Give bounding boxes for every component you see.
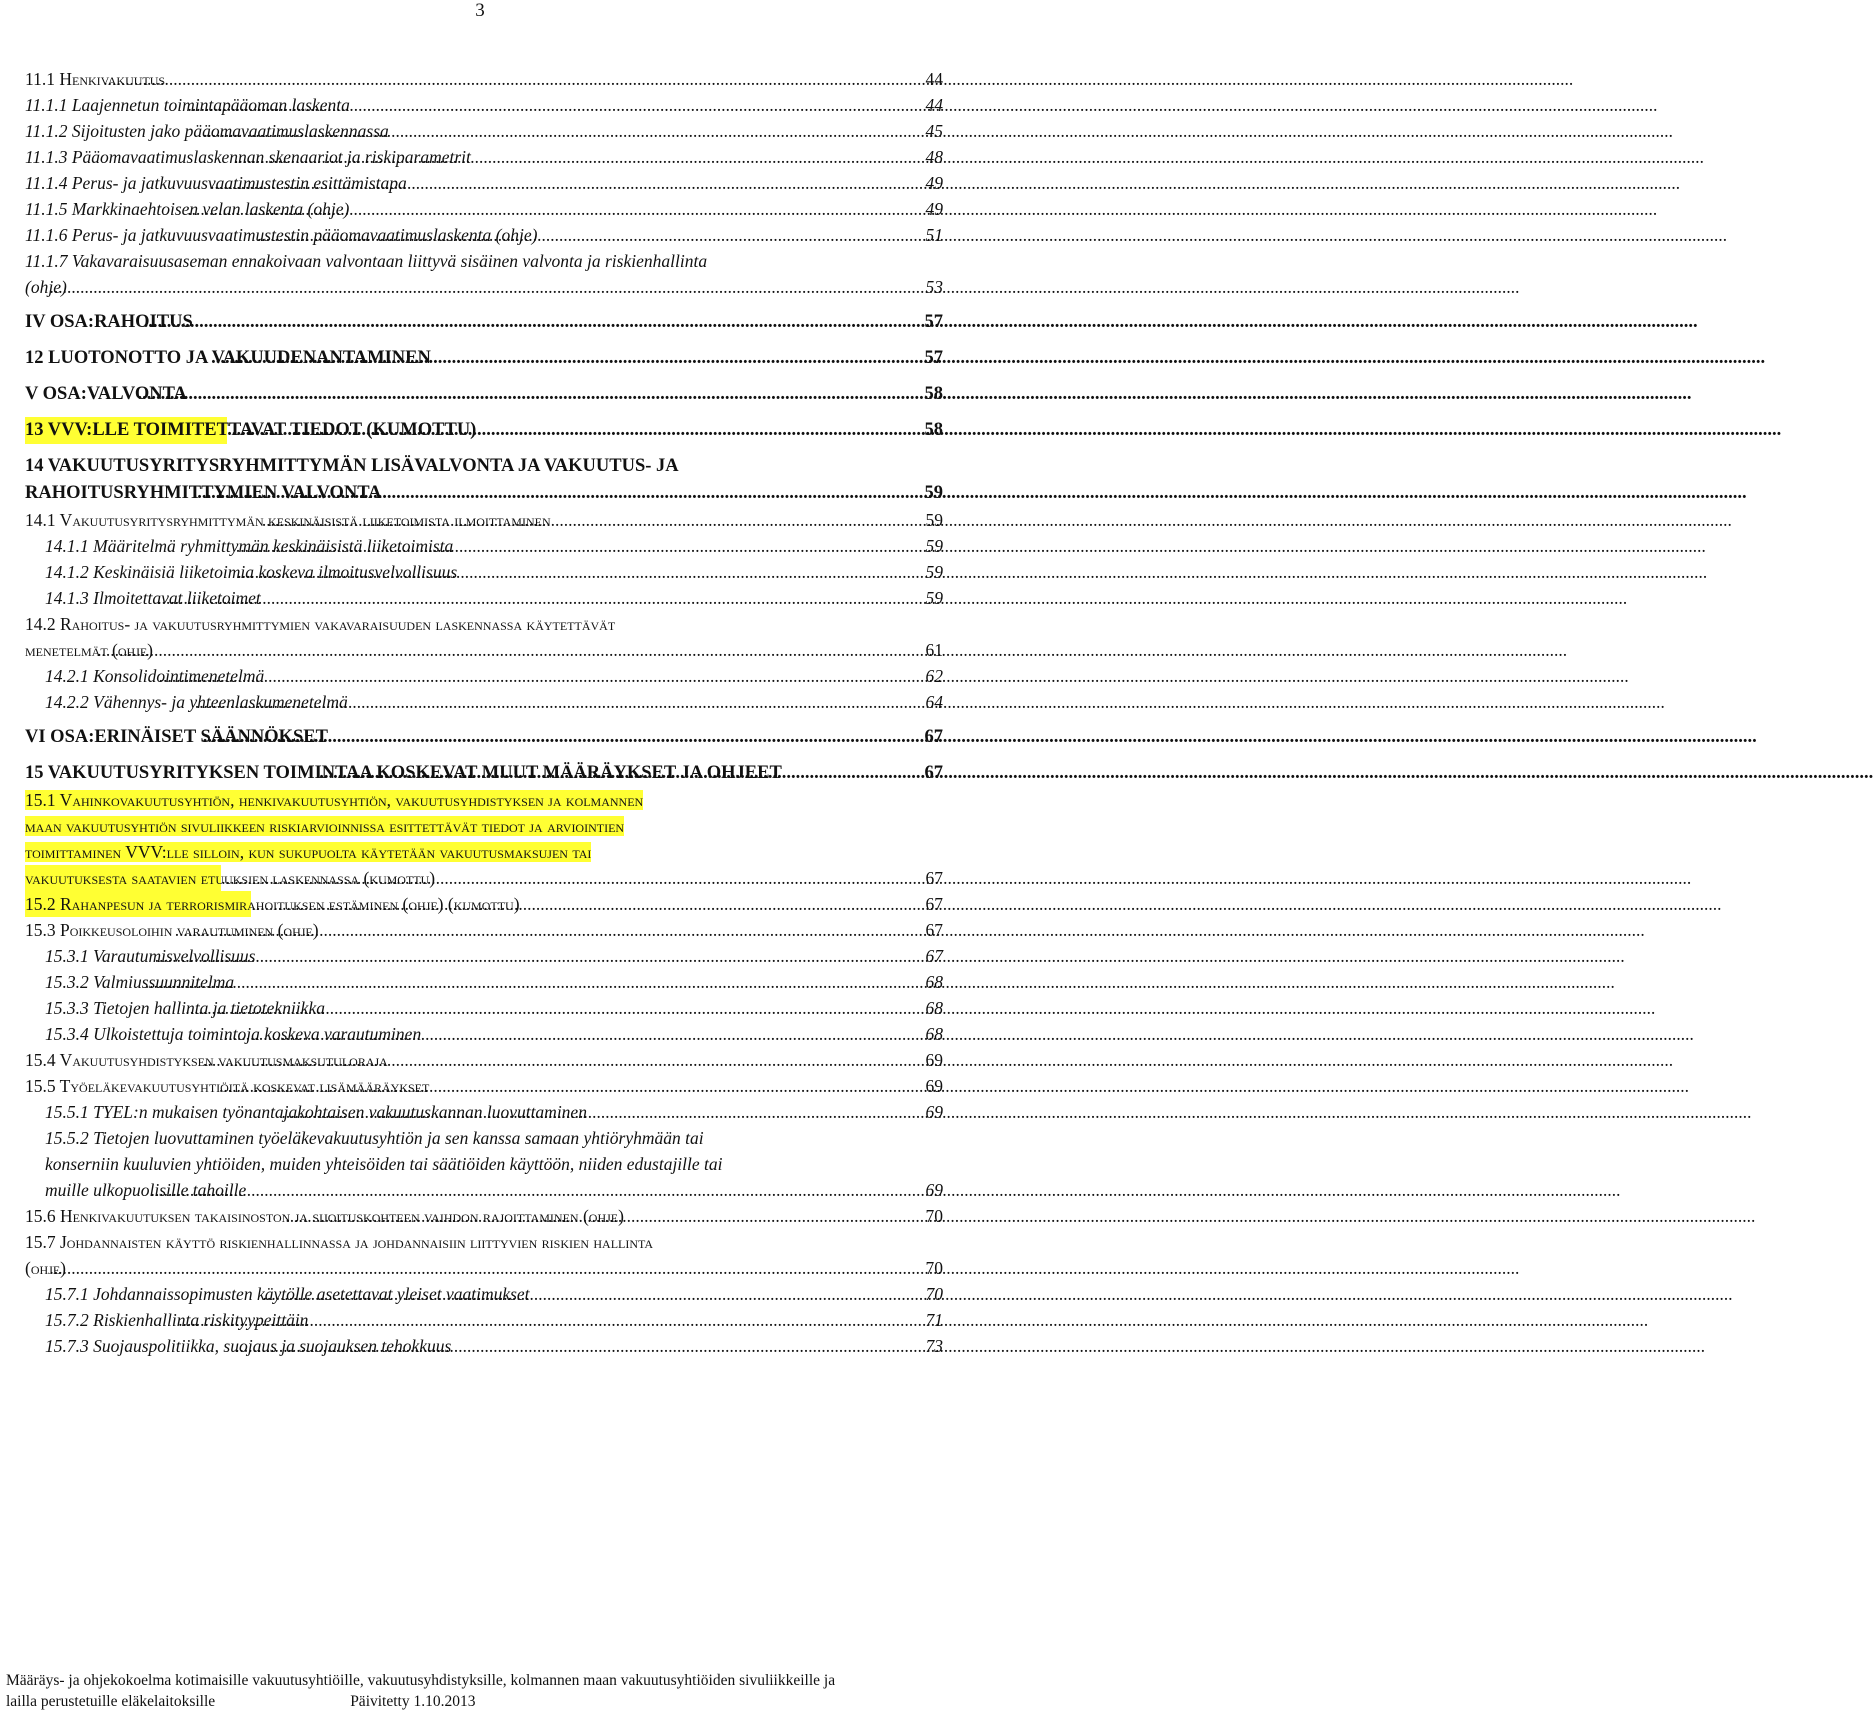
toc-entry-line bbox=[25, 1203, 943, 1229]
toc-entry-title: 14.2 Rahoitus- ja vakuutusryhmittymien vakavaraisuuden laskennassa käytettävät bbox=[25, 614, 616, 634]
toc-page-number: 44 bbox=[925, 95, 943, 115]
part-number: VI OSA: bbox=[25, 727, 95, 747]
dot-leader bbox=[159, 663, 924, 689]
toc-page-number: 49 bbox=[925, 173, 943, 193]
dot-leader bbox=[175, 917, 925, 943]
dot-leader bbox=[203, 1047, 924, 1073]
toc-entry[interactable] bbox=[25, 345, 943, 372]
toc-entry-title: 12 LUOTONOTTO JA VAKUUDENANTAMINEN bbox=[25, 348, 431, 368]
toc-entry-line bbox=[25, 480, 943, 507]
toc-entry[interactable] bbox=[25, 1073, 943, 1099]
toc-page-number: 70 bbox=[925, 1284, 943, 1304]
toc-entry[interactable] bbox=[25, 611, 943, 663]
toc-entry-title: 15.5.1 TYEL:n mukaisen työnantajakohtaisen vakuutuskannan luovuttaminen bbox=[45, 1102, 587, 1122]
toc-entry-title: konserniin kuuluvien yhtiöiden, muiden yhteisöiden tai säätiöiden käyttöön, niiden edustajille tai bbox=[45, 1154, 723, 1174]
toc-entry[interactable] bbox=[25, 1281, 943, 1307]
toc-page-number: 48 bbox=[925, 147, 943, 167]
toc-entry-line bbox=[25, 1073, 943, 1099]
toc-entry-line bbox=[45, 969, 943, 995]
toc-entry-line bbox=[25, 637, 943, 663]
dot-leader bbox=[219, 1073, 924, 1099]
toc-entry-title: 15.1 Vahinkovakuutusyhtiön, henkivakuutusyhtiön, vakuutusyhdistyksen ja kolmannen bbox=[25, 790, 644, 810]
toc-entry[interactable] bbox=[25, 453, 943, 507]
toc-entry-title: 13 VVV:LLE TOIMITETTAVAT TIEDOT (KUMOTTU) bbox=[25, 417, 227, 444]
toc-entry-line bbox=[25, 1047, 943, 1073]
toc-entry-title: 14.2.1 Konsolidointimenetelmä bbox=[45, 666, 265, 686]
page-footer bbox=[6, 1670, 956, 1712]
toc-entry-title: menetelmät (ohje) bbox=[25, 640, 154, 660]
toc-entry-line bbox=[25, 453, 943, 480]
toc-entry[interactable] bbox=[25, 1307, 943, 1333]
toc-page-number: 67 bbox=[925, 894, 943, 914]
toc-entry-title: 15 VAKUUTUSYRITYKSEN TOIMINTAA KOSKEVAT MUUT MÄÄRÄYKSET JA OHJEET bbox=[25, 763, 782, 783]
toc-entry-line bbox=[25, 248, 943, 274]
toc-entry[interactable] bbox=[25, 118, 943, 144]
toc-entry-line bbox=[25, 309, 943, 336]
toc-entry-title: 15.6 Henkivakuutuksen takaisinoston ja sijoituskohteen vaihdon rajoittaminen (ohje) bbox=[25, 1206, 624, 1226]
toc-page-number: 51 bbox=[925, 225, 943, 245]
toc-entry-line bbox=[45, 943, 943, 969]
toc-entry-line bbox=[25, 92, 943, 118]
toc-page-number: 59 bbox=[925, 510, 943, 530]
toc-entry-line bbox=[45, 1281, 943, 1307]
toc-entry[interactable] bbox=[25, 689, 943, 715]
toc-entry-title: 15.5.2 Tietojen luovuttaminen työeläkevakuutusyhtiön ja sen kanssa samaan yhtiöryhmään tai bbox=[45, 1128, 704, 1148]
part-number: V OSA: bbox=[25, 384, 87, 404]
toc-entry[interactable] bbox=[25, 196, 943, 222]
toc-entry[interactable] bbox=[25, 787, 943, 891]
toc-page-number: 67 bbox=[924, 763, 943, 783]
dot-leader bbox=[155, 943, 924, 969]
toc-entry[interactable] bbox=[25, 969, 943, 995]
part-number: IV OSA: bbox=[25, 312, 95, 332]
toc-entry-line bbox=[45, 1099, 943, 1125]
toc-page-number: 69 bbox=[925, 1076, 943, 1096]
toc-page-number: 57 bbox=[924, 312, 943, 332]
toc-entry[interactable] bbox=[25, 92, 943, 118]
toc-page-number: 59 bbox=[925, 588, 943, 608]
toc-page-number: 68 bbox=[925, 1024, 943, 1044]
toc-entry[interactable] bbox=[25, 724, 943, 751]
toc-entry-title: maan vakuutusyhtiön sivuliikkeen riskiarvioinnissa esittettävät tiedot ja arviointien bbox=[25, 816, 625, 836]
toc-page-number: 64 bbox=[925, 692, 943, 712]
toc-page-number: 59 bbox=[925, 536, 943, 556]
toc-page-number: 49 bbox=[925, 199, 943, 219]
toc-entry[interactable] bbox=[25, 1333, 943, 1359]
toc-entry[interactable] bbox=[25, 1125, 943, 1203]
dot-leader bbox=[319, 760, 923, 787]
toc-entry-line bbox=[25, 66, 943, 92]
toc-entry-title: 11.1.3 Pääomavaatimuslaskennan skenaariot ja riskiparametrit bbox=[25, 147, 471, 167]
dot-leader bbox=[210, 170, 924, 196]
toc-entry[interactable] bbox=[25, 1229, 943, 1281]
toc-entry-title: 11.1.1 Laajennetun toimintapääoman laskenta bbox=[25, 95, 350, 115]
dot-leader bbox=[137, 381, 923, 408]
toc-entry-line bbox=[45, 663, 943, 689]
toc-entry-line bbox=[45, 689, 943, 715]
toc-entry[interactable] bbox=[25, 995, 943, 1021]
toc-page-number: 68 bbox=[925, 972, 943, 992]
toc-entry-title: 14.1.3 Ilmoitettavat liiketoimet bbox=[45, 588, 261, 608]
toc-entry-title: VALVONTA bbox=[86, 384, 187, 404]
toc-entry[interactable] bbox=[25, 309, 943, 336]
toc-page-number: 68 bbox=[925, 998, 943, 1018]
dot-leader bbox=[227, 417, 923, 444]
toc-page-number: 70 bbox=[925, 1258, 943, 1278]
toc-entry[interactable] bbox=[25, 170, 943, 196]
dot-leader bbox=[103, 66, 924, 92]
toc-entry-title: 15.3.3 Tietojen hallinta ja tietotekniikka bbox=[45, 998, 325, 1018]
toc-entry-line bbox=[25, 381, 943, 408]
toc-page-number: 62 bbox=[925, 666, 943, 686]
toc-entry-line bbox=[45, 1333, 943, 1359]
toc-entry[interactable] bbox=[25, 663, 943, 689]
toc-entry-title: 11.1.5 Markkinaehtoisen velan laskenta (ohje) bbox=[25, 199, 350, 219]
toc-entry-title: 14 VAKUUTUSYRITYSRYHMITTYMÄN LISÄVALVONTA JA VAKUUTUS- JA bbox=[25, 456, 679, 476]
toc-page-number: 59 bbox=[925, 562, 943, 582]
dot-leader bbox=[282, 1099, 925, 1125]
toc-page-number: 67 bbox=[925, 946, 943, 966]
toc-entry-line bbox=[25, 507, 943, 533]
toc-entry-line bbox=[25, 760, 943, 787]
dot-leader bbox=[258, 222, 925, 248]
toc-page-number: 69 bbox=[925, 1102, 943, 1122]
toc-entry-title: 14.1 Vakuutusyritysryhmittymän keskinäisistä liiketoimista ilmoittaminen bbox=[25, 510, 551, 530]
toc-entry-line bbox=[25, 917, 943, 943]
toc-entry-line bbox=[45, 1125, 943, 1151]
toc-entry-title: (ohje) bbox=[25, 1258, 66, 1278]
toc-entry-title: 14.2.2 Vähennys- ja yhteenlaskumenetelmä bbox=[45, 692, 348, 712]
toc-entry[interactable] bbox=[25, 760, 943, 787]
toc-entry[interactable] bbox=[25, 891, 943, 917]
dot-leader bbox=[97, 637, 924, 663]
dot-leader bbox=[238, 559, 925, 585]
toc-entry-title: 15.3.1 Varautumisvelvollisuus bbox=[45, 946, 256, 966]
dot-leader bbox=[151, 1177, 925, 1203]
toc-page-number: 58 bbox=[924, 420, 943, 440]
toc-entry-title: 15.5 Työeläkevakuutusyhtiöitä koskevat lisämääräykset bbox=[25, 1076, 430, 1096]
toc-page-number: 57 bbox=[924, 348, 943, 368]
toc-page-number: 58 bbox=[924, 384, 943, 404]
dot-leader bbox=[188, 196, 925, 222]
toc-entry-line bbox=[25, 222, 943, 248]
toc-page-number: 69 bbox=[925, 1050, 943, 1070]
toc-entry-line bbox=[25, 839, 943, 865]
toc-entry[interactable] bbox=[25, 943, 943, 969]
toc-entry-line bbox=[25, 865, 943, 891]
dot-leader bbox=[203, 724, 924, 751]
toc-page-number: 69 bbox=[925, 1180, 943, 1200]
toc-entry-title: 11.1.6 Perus- ja jatkuvuusvaatimustestin pääomavaatimuslaskenta (ohje) bbox=[25, 225, 538, 245]
toc-page-number: 71 bbox=[925, 1310, 943, 1330]
toc-entry-line bbox=[25, 1255, 943, 1281]
dot-leader bbox=[203, 118, 924, 144]
toc-entry[interactable] bbox=[25, 1203, 943, 1229]
toc-page-number: 67 bbox=[925, 868, 943, 888]
dot-leader bbox=[221, 865, 924, 891]
toc-entry-line bbox=[45, 559, 943, 585]
toc-entry-title: muille ulkopuolisille tahoille bbox=[45, 1180, 247, 1200]
toc-entry-line bbox=[25, 345, 943, 372]
dot-leader bbox=[236, 533, 924, 559]
toc-page-number: 61 bbox=[925, 640, 943, 660]
toc-entry-title: 11.1.7 Vakavaraisuusaseman ennakoivaan valvontaan liittyvä sisäinen valvonta ja riskienhallinta bbox=[25, 251, 708, 271]
toc-entry[interactable] bbox=[25, 417, 943, 444]
toc-page-number: 53 bbox=[925, 277, 943, 297]
dot-leader bbox=[285, 1203, 924, 1229]
toc-entry-title: 15.3 Poikkeusoloihin varautuminen (ohje) bbox=[25, 920, 319, 940]
toc-entry-line bbox=[25, 724, 943, 751]
toc-entry-line bbox=[25, 170, 943, 196]
toc-entry-title: 11.1.4 Perus- ja jatkuvuusvaatimustestin esittämistapa bbox=[25, 173, 407, 193]
toc-entry-line bbox=[25, 118, 943, 144]
toc-page-number: 45 bbox=[925, 121, 943, 141]
toc-entry-line bbox=[25, 787, 943, 813]
toc-entry[interactable] bbox=[25, 1047, 943, 1073]
dot-leader bbox=[224, 1021, 924, 1047]
toc-entry-line bbox=[25, 611, 943, 637]
toc-entry-line bbox=[25, 813, 943, 839]
toc-entry[interactable] bbox=[25, 248, 943, 300]
toc-entry-line bbox=[45, 1151, 943, 1177]
toc-entry[interactable] bbox=[25, 559, 943, 585]
dot-leader bbox=[179, 1307, 925, 1333]
toc-entry-title: vakuutuksesta saatavien etuuksien laskennassa (kumottu) bbox=[25, 865, 221, 891]
toc-entry-line bbox=[45, 1021, 943, 1047]
toc-entry-line bbox=[45, 1307, 943, 1333]
toc-entry-title: 15.3.2 Valmiussuunnitelma bbox=[45, 972, 235, 992]
toc-entry-line bbox=[25, 417, 943, 444]
toc-entry-title: (ohje) bbox=[25, 277, 67, 297]
dot-leader bbox=[211, 345, 923, 372]
toc-entry[interactable] bbox=[25, 1021, 943, 1047]
toc-entry[interactable] bbox=[25, 507, 943, 533]
toc-page-number: 67 bbox=[924, 727, 943, 747]
toc-entry-line bbox=[45, 1177, 943, 1203]
toc-page-number: 67 bbox=[925, 920, 943, 940]
toc-entry-title: 14.1.1 Määritelmä ryhmittymän keskinäisistä liiketoimista bbox=[45, 536, 454, 556]
dot-leader bbox=[235, 1333, 924, 1359]
toc-entry-title: 15.3.4 Ulkoistettuja toimintoja koskeva varautuminen bbox=[45, 1024, 422, 1044]
toc-entry-title: 15.7.1 Johdannaissopimusten käytölle asetettavat yleiset vaatimukset bbox=[45, 1284, 530, 1304]
toc-entry[interactable] bbox=[25, 144, 943, 170]
toc-entry-title: 15.2 Rahanpesun ja terrorismirahoituksen estäminen (ohje) (kumottu) bbox=[25, 891, 251, 917]
toc-entry-line bbox=[45, 533, 943, 559]
dot-leader bbox=[234, 144, 924, 170]
dot-leader bbox=[144, 309, 924, 336]
toc-page-number: 44 bbox=[925, 69, 943, 89]
toc-entry-title: RAHOITUS bbox=[94, 312, 193, 332]
dot-leader bbox=[158, 585, 925, 611]
toc-entry-title: 11.1.2 Sijoitusten jako pääomavaatimuslaskennassa bbox=[25, 121, 389, 141]
dot-leader bbox=[263, 1281, 924, 1307]
toc-entry-title: 15.7.2 Riskienhallinta riskityypeittäin bbox=[45, 1310, 309, 1330]
dot-leader bbox=[186, 995, 925, 1021]
dot-leader bbox=[195, 689, 924, 715]
toc-entry[interactable] bbox=[25, 1099, 943, 1125]
toc-entry-line bbox=[45, 995, 943, 1021]
toc-entry-title: 15.7 Johdannaisten käyttö riskienhallinnassa ja johdannaisiin liittyvien riskien hallinta bbox=[25, 1232, 654, 1252]
toc-entry-line bbox=[25, 144, 943, 170]
toc-entry[interactable] bbox=[25, 533, 943, 559]
toc-page-number: 70 bbox=[925, 1206, 943, 1226]
toc-entry-title: 14.1.2 Keskinäisiä liiketoimia koskeva ilmoitusvelvollisuus bbox=[45, 562, 458, 582]
toc-page-number: 73 bbox=[925, 1336, 943, 1356]
toc-entry[interactable] bbox=[25, 222, 943, 248]
toc-page-number: 59 bbox=[924, 483, 943, 503]
toc-entry[interactable] bbox=[25, 585, 943, 611]
toc-entry-title: RAHOITUSRYHMITTYMIEN VALVONTA bbox=[25, 483, 382, 503]
toc-entry-line bbox=[45, 585, 943, 611]
dot-leader bbox=[145, 969, 924, 995]
footer-line-2: lailla perustetuille eläkelaitoksille bbox=[6, 1693, 216, 1710]
page-number: 3 bbox=[475, 0, 485, 21]
dot-leader bbox=[262, 507, 925, 533]
toc-entry-line bbox=[25, 1229, 943, 1255]
dot-leader bbox=[251, 891, 924, 917]
dot-leader bbox=[193, 480, 924, 507]
toc-entry-line bbox=[25, 891, 943, 917]
toc-entry-title: 15.4 Vakuutusyhdistyksen vakuutusmaksutuloraja bbox=[25, 1050, 388, 1070]
dot-leader bbox=[49, 1255, 924, 1281]
dot-leader bbox=[188, 92, 925, 118]
toc-entry[interactable] bbox=[25, 66, 943, 92]
footer-updated-date: Päivitetty 1.10.2013 bbox=[350, 1693, 476, 1710]
toc-entry-title: 15.7.3 Suojauspolitiikka, suojaus ja suojauksen tehokkuus bbox=[45, 1336, 452, 1356]
table-of-contents bbox=[25, 66, 943, 1359]
toc-entry-title: 11.1 Henkivakuutus bbox=[25, 69, 166, 89]
toc-entry-title: toimittaminen VVV:lle silloin, kun sukupuolta käytetään vakuutusmaksujen tai bbox=[25, 842, 592, 862]
toc-entry[interactable] bbox=[25, 917, 943, 943]
toc-entry-line bbox=[25, 274, 943, 300]
dot-leader bbox=[50, 274, 925, 300]
toc-entry-title: ERINÄISET SÄÄNNÖKSET bbox=[94, 727, 328, 747]
toc-entry[interactable] bbox=[25, 381, 943, 408]
toc-entry-line bbox=[25, 196, 943, 222]
footer-line-1: Määräys- ja ohjekokoelma kotimaisille vakuutusyhtiöille, vakuutusyhdistyksille, kolmannen maan vakuutusyhtiöiden sivuliikkeille ja bbox=[6, 1672, 836, 1689]
